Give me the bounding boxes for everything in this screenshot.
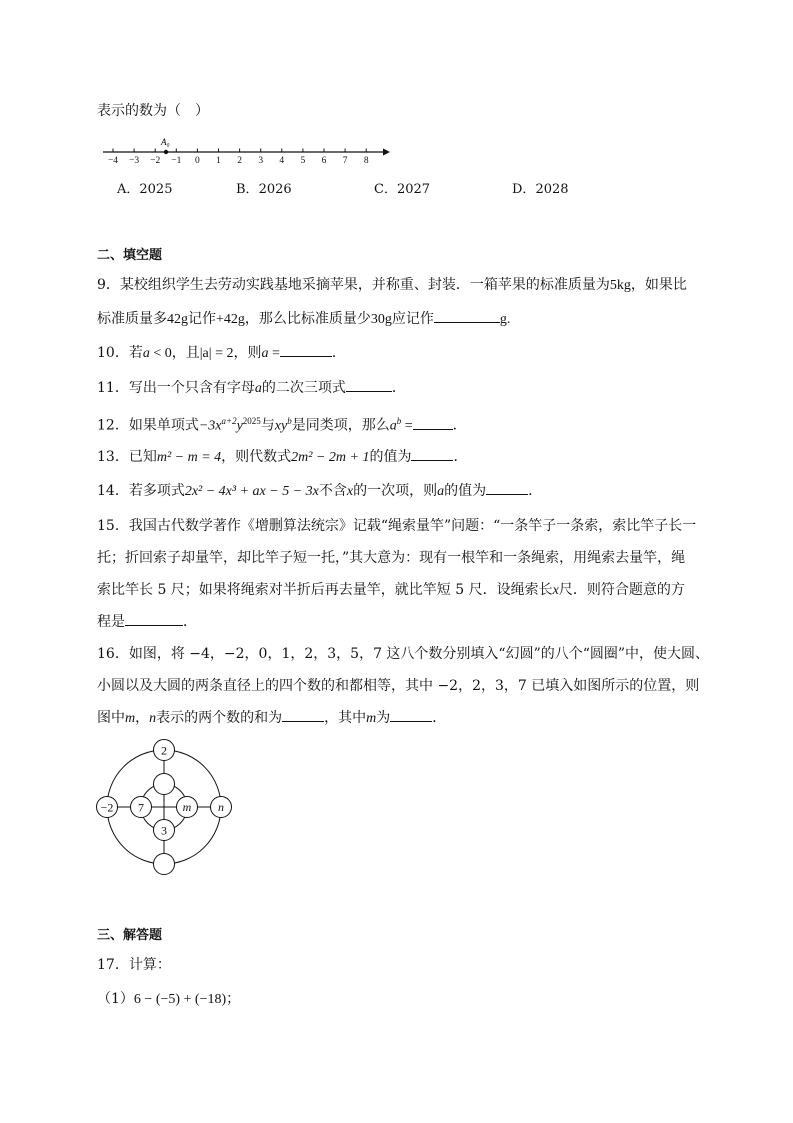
q9-blank[interactable] xyxy=(434,310,500,323)
q13-blank[interactable] xyxy=(411,448,453,461)
section-answer-heading: 三、解答题 xyxy=(97,928,163,943)
number-line-tick-label: −2 xyxy=(150,156,161,166)
q15-line-3: 索比竿长 5 尺；如果将绳索对半折后再去量竿，就比竿短 5 尺．设绳索长x尺．则符合题意的方 xyxy=(97,582,685,598)
number-line-tick-label: −4 xyxy=(107,156,119,166)
q13: 13．已知m² − m = 4，则代数式2m² − 2m + 1的值为 ． xyxy=(97,449,468,465)
q12-blank[interactable] xyxy=(413,417,453,430)
q15-line-1: 15．我国古代数学著作《增删算法统宗》记载“绳索量竿”问题：“一条竿子一条索，索比竿子长一 xyxy=(97,518,697,534)
q11: 11．写出一个只含有字母a的二次三项式 ． xyxy=(97,380,406,396)
q17-part-1: （1）6 − (−5) + (−18)； xyxy=(97,991,241,1007)
number-line-tick-label: 4 xyxy=(279,156,285,166)
q11-blank[interactable] xyxy=(346,379,392,392)
number-line-tick-label: 2 xyxy=(237,156,242,166)
q10-blank[interactable] xyxy=(280,344,332,357)
circle-slot-inner-right xyxy=(177,797,198,818)
number-line-tick-label: 7 xyxy=(342,156,348,166)
q16-blank-m[interactable] xyxy=(390,709,432,722)
circle-slot-bottom xyxy=(154,854,175,875)
svg-text:3: 3 xyxy=(161,823,167,838)
q17-title: 17．计算： xyxy=(97,957,171,973)
svg-text:2: 2 xyxy=(161,743,167,758)
number-line-tick-label: 5 xyxy=(300,156,306,166)
svg-text:m: m xyxy=(182,800,192,814)
q15-line-2: 托；折回索子却量竿，却比竿子短一托，”其大意为：现有一根竿和一条绳索，用绳索去量竿，绳 xyxy=(97,550,686,566)
q12: 12．如果单项式$-3x^{a+2}y^{2025}$与$xy^b$是同类项，那么$a^b$ = ． xyxy=(97,416,467,434)
q16-line-3: 图中m，n表示的两个数的和为 ，其中m为 ． xyxy=(97,710,447,726)
q16-line-2: 小圆以及大圆的两条直径上的四个数的和都相等，其中 −2，2，3，7 已填入如图所示的位置，则 xyxy=(97,678,700,694)
svg-text:−2: −2 xyxy=(100,800,114,815)
circle-slot-inner-left xyxy=(131,797,152,818)
q14: 14．若多项式2x² − 4x³ + ax − 5 − 3x不含x的一次项，则a的值为 ． xyxy=(97,483,543,499)
q10: 10．若a < 0，且|a| = 2，则a = ． xyxy=(97,345,346,361)
q16-line-1: 16．如图，将 −4，−2，0，1，2，3，5，7 这八个数分别填入“幻圆”的八个“圆圈”中，使大圆、 xyxy=(97,646,710,662)
circle-slot-left xyxy=(97,797,118,818)
svg-text:7: 7 xyxy=(138,800,144,815)
q16-blank-sum[interactable] xyxy=(282,709,324,722)
section-fill-heading: 二、填空题 xyxy=(97,248,163,263)
q15-line-4: 程是 ． xyxy=(97,614,197,630)
number-line-tick-label: 3 xyxy=(258,156,264,166)
magic-circle-diagram xyxy=(92,735,242,885)
number-line-tick-label: 8 xyxy=(363,156,369,166)
option-a[interactable]: A．2025 xyxy=(117,182,173,197)
circle-slot-top xyxy=(154,740,175,761)
svg-text:n: n xyxy=(218,800,224,814)
number-line-tick-label: 6 xyxy=(321,156,327,166)
number-line xyxy=(100,136,400,176)
circle-slot-right xyxy=(211,797,232,818)
point-a0-label: A₀ xyxy=(161,137,170,147)
q9-line-1: 9．某校组织学生去劳动实践基地采摘苹果，并称重、封装．一箱苹果的标准质量为5kg，如果比 xyxy=(97,277,687,293)
q15-blank[interactable] xyxy=(125,613,183,626)
circle-slot-inner-top xyxy=(154,774,175,795)
number-line-tick-label: −1 xyxy=(171,156,182,166)
q9-line-2: 标准质量多42g记作+42g，那么比标准质量少30g应记作 g. xyxy=(97,311,511,327)
q14-blank[interactable] xyxy=(486,482,528,495)
option-d[interactable]: D．2028 xyxy=(512,182,569,197)
option-b[interactable]: B．2026 xyxy=(236,182,292,197)
circle-slot-inner-bottom xyxy=(154,820,175,841)
number-line-tick-label: 1 xyxy=(216,156,221,166)
option-c[interactable]: C．2027 xyxy=(374,182,431,197)
number-line-tick-label: −3 xyxy=(129,156,140,166)
number-line-tick-label: 0 xyxy=(195,156,200,166)
point-a0 xyxy=(164,150,168,154)
q8-stem: 表示的数为（ ） xyxy=(97,103,209,119)
